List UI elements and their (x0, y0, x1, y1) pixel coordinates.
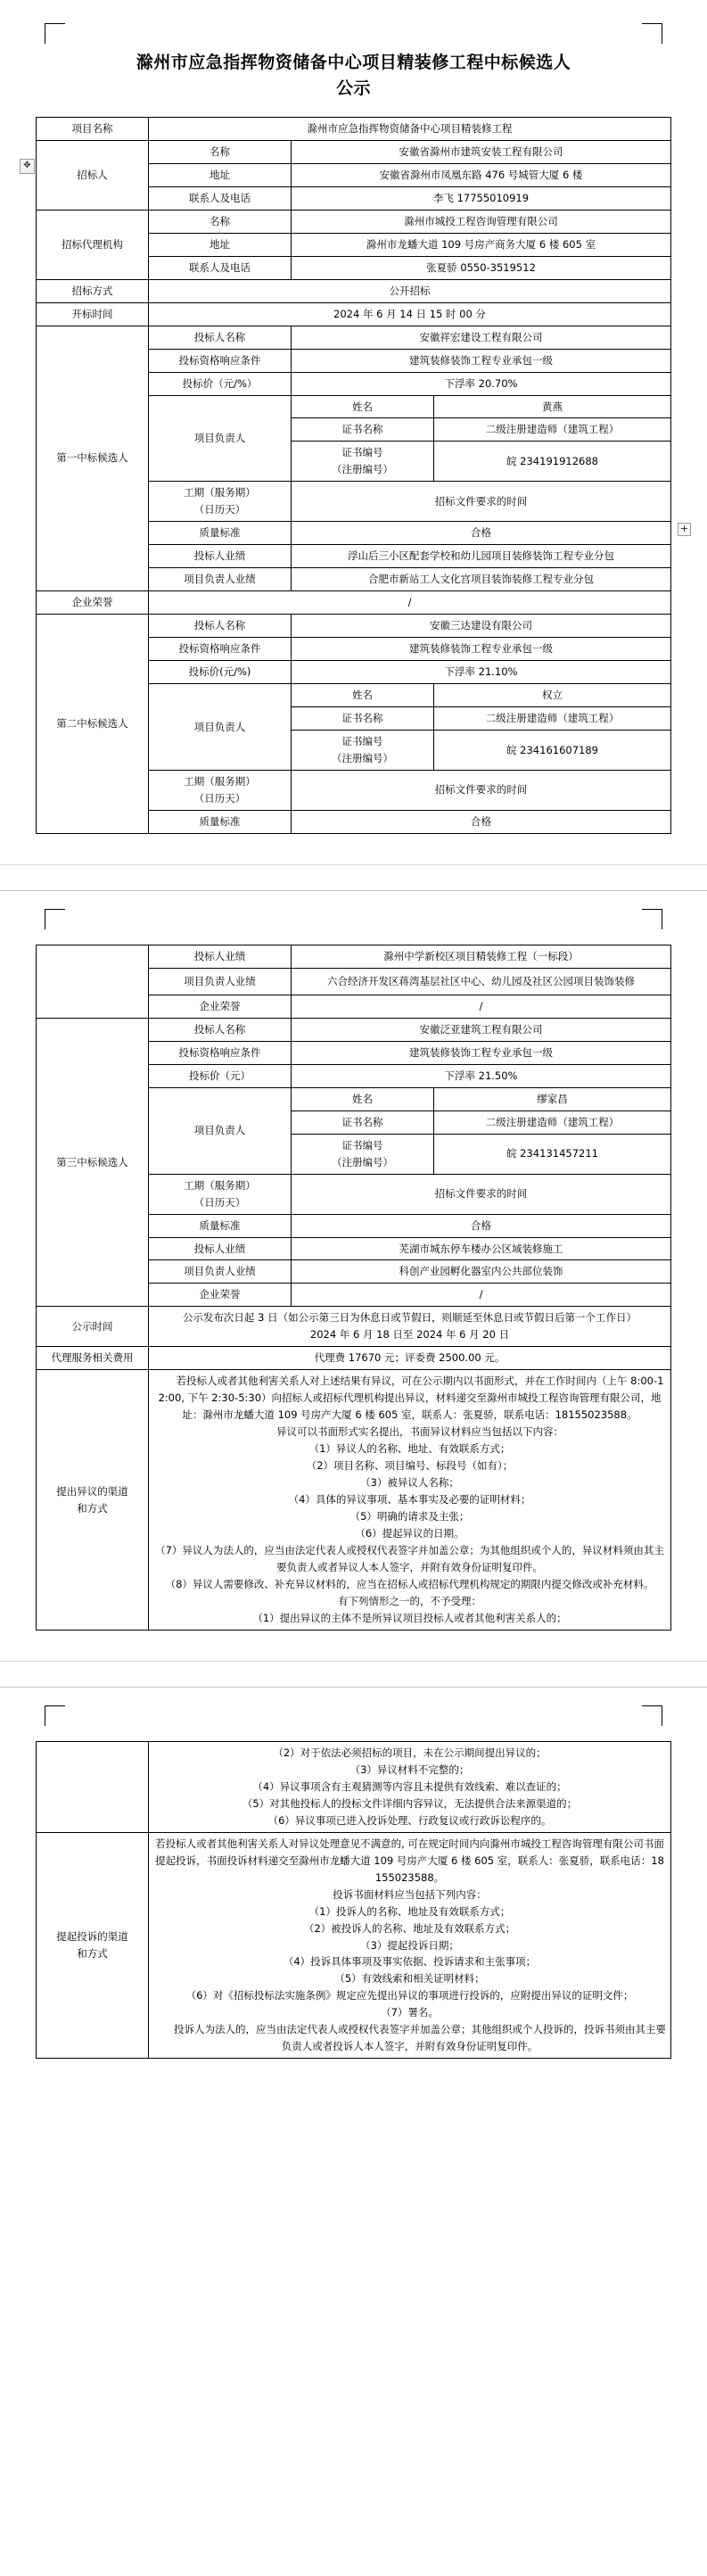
label-open-time: 开标时间 (37, 302, 149, 326)
label-candidate-2-continued (37, 945, 149, 1018)
value-agency-fee: 代理费 17670 元；评委费 2500.00 元。 (149, 1347, 671, 1370)
value-candidate3-duration: 招标文件要求的时间 (292, 1174, 671, 1214)
objection-reject-item-3: （3）异议材料不完整的； (349, 1763, 470, 1776)
label-quality: 质量标准 (149, 810, 292, 833)
value-candidate1-duration: 招标文件要求的时间 (292, 482, 671, 522)
label-quality: 质量标准 (149, 1214, 292, 1237)
complaint-paragraph-1: 若投标人或者其他利害关系人对异议处理意见不满意的, 可在规定时间内向滁州市城投工程咨询管理有限公司书面提起投诉，书面投诉材料递交至滁州市龙蟠大道 109 号房产大厦 6 楼 605 室，联系人：张夏骄，联系电话：18155023588。 (155, 1837, 664, 1884)
objection-paragraph-1: 若投标人或者其他利害关系人对上述结果有异议，可在公示期内以书面形式，并在工作时间内（上午 8:00-12:00, 下午 2:30-5:30）向招标人或招标代理机构提出异议，材料递交至滁州市城投工程咨询管理有限公司，地址：滁州市龙蟠大道 109 号房产大厦 6 楼 605 室，联系人：张夏骄，联系电话：18155023588。 (158, 1375, 664, 1422)
table-insert-row-button[interactable]: + (678, 523, 691, 536)
table-row-tenderee-name (37, 140, 671, 163)
table-row-candidate2-bidder-name (37, 615, 671, 638)
label-duration-line1: 工期（服务期） (184, 1178, 256, 1192)
label-quality: 质量标准 (149, 522, 292, 545)
label-cert-name: 证书名称 (292, 418, 434, 442)
complaint-item-5: （5）有效线索和相关证明材料； (334, 1972, 485, 1986)
value-candidate1-price: 下浮率 20.70% (292, 372, 671, 395)
table-row-agency-fee (37, 1347, 671, 1370)
value-candidate1-qualification: 建筑装修装饰工程专业承包一级 (292, 349, 671, 372)
value-candidate2-cert-name: 二级注册建造师（建筑工程） (434, 707, 671, 731)
value-agency-name: 滁州市城投工程咨询管理有限公司 (292, 210, 671, 233)
value-candidate3-manager-name: 缪家昌 (434, 1087, 671, 1110)
label-complaint-channel (37, 1832, 149, 2059)
value-candidate2-honors: / (292, 995, 671, 1018)
label-project-name: 项目名称 (37, 117, 149, 140)
value-candidate2-manager-name: 权立 (434, 684, 671, 707)
label-agency-fee: 代理服务相关费用 (37, 1347, 149, 1370)
label-cert-no (292, 442, 434, 482)
label-honors: 企业荣誉 (149, 1284, 292, 1307)
objection-item-7: （7）异议人为法人的，应当由法定代表人或授权代表签字并加盖公章；为其他组织或个人的，异议材料须由其主要负责人或者异议人本人签字，并附有效身份证明复印件。 (155, 1544, 664, 1573)
publicity-line1: 公示发布次日起 3 日（如公示第三日为休息日或节假日，则顺延至休息日或节假日后第一个工作日） (182, 1311, 637, 1325)
value-candidate1-quality: 合格 (292, 522, 671, 545)
value-candidate3-bidder-name: 安徽泛亚建筑工程有限公司 (292, 1018, 671, 1041)
value-candidate2-bidder-name: 安徽三达建设有限公司 (292, 615, 671, 638)
label-project-manager: 项目负责人 (149, 1087, 292, 1174)
complaint-item-1: （1）投诉人的名称、地址及有效联系方式； (308, 1904, 511, 1918)
bid-candidates-table-part3 (36, 1741, 671, 2059)
value-tenderee-contact: 李飞 17755010919 (292, 186, 671, 210)
label-duration-line1: 工期（服务期） (184, 486, 256, 500)
table-row-objection-reject-continued (37, 1741, 671, 1832)
label-cert-name: 证书名称 (292, 707, 434, 731)
label-project-manager: 项目负责人 (149, 684, 292, 771)
table-row-project-name (37, 117, 671, 140)
label-person-name: 姓名 (292, 395, 434, 418)
value-complaint-channel (149, 1832, 671, 2059)
page-break-1 (0, 864, 707, 891)
label-cert-no-line2: （注册编号） (332, 463, 393, 476)
label-manager-perf: 项目负责人业绩 (149, 568, 292, 591)
value-candidate3-cert-name: 二级注册建造师（建筑工程） (434, 1110, 671, 1134)
table-row-candidate3-bidder-name (37, 1018, 671, 1041)
value-candidate3-manager-perf: 科创产业园孵化器室内公共部位装饰 (292, 1260, 671, 1284)
page-title-line1: 滁州市应急指挥物资储备中心项目精装修工程中标候选人 (136, 53, 571, 72)
label-manager-perf: 项目负责人业绩 (149, 1260, 292, 1284)
objection-paragraph-2: 异议可以书面形式实名提出，书面异议材料应当包括以下内容： (276, 1425, 563, 1439)
label-cert-no-line1: 证书编号 (341, 1138, 383, 1152)
label-qualification: 投标资格响应条件 (149, 638, 292, 661)
bid-candidates-table-part2 (36, 945, 671, 1631)
label-candidate-1: 第一中标候选人 (37, 326, 149, 591)
label-duration-line1: 工期（服务期） (184, 774, 256, 788)
table-row-objection-channel (37, 1370, 671, 1631)
table-row-candidate1-honors (37, 591, 671, 615)
label-complaint-channel-line2: 和方式 (77, 1946, 108, 1960)
label-cert-no (292, 731, 434, 771)
label-tenderee-name: 名称 (149, 140, 292, 163)
label-candidate3-price: 投标价（元） (149, 1064, 292, 1087)
label-qualification: 投标资格响应条件 (149, 349, 292, 372)
value-objection-channel (149, 1370, 671, 1631)
value-candidate2-cert-no: 皖 234161607189 (434, 731, 671, 771)
value-bid-method: 公开招标 (149, 279, 671, 302)
objection-item-2: （2）项目名称、项目编号、标段号（如有）； (306, 1459, 514, 1473)
page-break-2 (0, 1661, 707, 1688)
value-candidate1-manager-perf: 合肥市新站工人文化宫项目装饰装修工程专业分包 (292, 568, 671, 591)
value-agency-contact: 张夏骄 0550-3519512 (292, 256, 671, 279)
label-duration-line2: （日历天） (193, 791, 246, 805)
value-candidate3-cert-no: 皖 234131457211 (434, 1134, 671, 1174)
label-agency: 招标代理机构 (37, 210, 149, 279)
value-candidate1-bidder-name: 安徽祥宏建设工程有限公司 (292, 326, 671, 349)
complaint-item-4: （4）投诉具体事项及事实依据、投诉请求和主张事项； (283, 1955, 537, 1969)
complaint-item-3: （3）提起投诉日期； (360, 1938, 459, 1952)
label-bidder-perf: 投标人业绩 (149, 545, 292, 568)
label-honors: 企业荣誉 (149, 995, 292, 1018)
complaint-paragraph-2: 投诉书面材料应当包括下列内容： (333, 1887, 487, 1901)
label-candidate1-price: 投标价（元/%） (149, 372, 292, 395)
value-candidate2-duration: 招标文件要求的时间 (292, 770, 671, 810)
label-objection-channel-line2: 和方式 (77, 1501, 108, 1515)
label-bidder-name: 投标人名称 (149, 326, 292, 349)
complaint-item-7: （7）署名。 (381, 2006, 439, 2019)
bid-candidates-table-part1 (36, 117, 671, 834)
value-tenderee-address: 安徽省滁州市凤凰东路 476 号城管大厦 6 楼 (292, 163, 671, 186)
objection-item-3: （3）被异议人名称； (360, 1476, 459, 1490)
value-candidate3-honors: / (292, 1284, 671, 1307)
document-page-3 (0, 1688, 707, 2110)
label-duration-line2: （日历天） (193, 503, 246, 516)
label-cert-no-line2: （注册编号） (332, 752, 393, 764)
value-candidate2-quality: 合格 (292, 810, 671, 833)
objection-reject-item-4: （4）异议事项含有主观猜测等内容且未提供有效线索、难以查证的； (252, 1779, 567, 1793)
value-objection-reject-items (149, 1741, 671, 1832)
label-person-name: 姓名 (292, 684, 434, 707)
label-person-name: 姓名 (292, 1087, 434, 1110)
document-page-1 (0, 0, 707, 864)
label-cert-no-line1: 证书编号 (341, 446, 383, 459)
objection-reject-item-5: （5）对其他投标人的投标文件详细内容异议，无法提供合法来源渠道的； (242, 1796, 578, 1810)
label-publicity-time: 公示时间 (37, 1307, 149, 1347)
value-candidate3-qualification: 建筑装修装饰工程专业承包一级 (292, 1041, 671, 1064)
value-candidate3-bidder-perf: 芜湖市城东停车楼办公区域装修施工 (292, 1237, 671, 1260)
complaint-closing: 投诉人为法人的，应当由法定代表人或授权代表签字并加盖公章；其他组织或个人投诉的，投诉书须由其主要负责人或者投诉人本人签字，并附有效身份证明复印件。 (174, 2023, 666, 2053)
value-publicity-time (149, 1307, 671, 1347)
value-tenderee-name: 安徽省滁州市建筑安装工程有限公司 (292, 140, 671, 163)
label-tenderee: 招标人 (37, 140, 149, 210)
label-complaint-channel-line1: 提起投诉的渠道 (56, 1930, 128, 1944)
label-cert-no (292, 1134, 434, 1174)
objection-item-1: （1）异议人的名称、地址、有效联系方式； (308, 1442, 511, 1456)
value-candidate1-manager-name: 黄燕 (434, 395, 671, 418)
label-duration (149, 770, 292, 810)
label-cert-name: 证书名称 (292, 1110, 434, 1134)
table-row-bid-method (37, 279, 671, 302)
label-bidder-name: 投标人名称 (149, 1018, 292, 1041)
table-row-agency-name (37, 210, 671, 233)
table-row-candidate2-bidder-perf (37, 945, 671, 968)
table-row-publicity-time (37, 1307, 671, 1347)
complaint-item-2: （2）被投诉人的名称、地址及有效联系方式； (303, 1921, 516, 1935)
objection-item-4: （4）具体的异议事项、基本事实及必要的证明材料； (288, 1493, 531, 1507)
label-agency-address: 地址 (149, 233, 292, 256)
objection-item-8: （8）异议人需要修改、补充异议材料的，应当在招标人或招标代理机构规定的期限内提交修改或补充材料。 (165, 1577, 654, 1590)
label-manager-perf: 项目负责人业绩 (149, 968, 292, 995)
value-candidate2-price: 下浮率 21.10% (292, 661, 671, 684)
table-row-complaint-channel (37, 1832, 671, 2059)
objection-item-6: （6）提起异议的日期。 (355, 1527, 464, 1540)
table-move-handle[interactable]: ✥ (20, 159, 35, 174)
label-objection-channel-line1: 提出异议的渠道 (56, 1484, 128, 1498)
label-qualification: 投标资格响应条件 (149, 1041, 292, 1064)
objection-item-5: （5）明确的请求及主张； (349, 1510, 470, 1523)
label-bid-method: 招标方式 (37, 279, 149, 302)
label-tenderee-contact: 联系人及电话 (149, 186, 292, 210)
table-row-open-time (37, 302, 671, 326)
value-project-name: 滁州市应急指挥物资储备中心项目精装修工程 (149, 117, 671, 140)
publicity-line2: 2024 年 6 月 18 日至 2024 年 6 月 20 日 (309, 1328, 510, 1342)
table-row-candidate1-bidder-name (37, 326, 671, 349)
page-title-line2: 公示 (335, 78, 371, 99)
label-bidder-name: 投标人名称 (149, 615, 292, 638)
label-candidate-3: 第三中标候选人 (37, 1018, 149, 1307)
label-agency-contact: 联系人及电话 (149, 256, 292, 279)
value-candidate2-manager-perf: 六合经济开发区蒋湾基层社区中心、幼儿园及社区公园项目装饰装修 (292, 968, 671, 995)
document-page-2 (0, 891, 707, 1661)
complaint-item-6: （6）对《招标投标法实施条例》规定应先提出异议的事项进行投诉的，应附提出异议的证明文件； (185, 1989, 634, 2002)
label-honors: 企业荣誉 (37, 591, 149, 615)
label-project-manager: 项目负责人 (149, 395, 292, 482)
label-cert-no-line2: （注册编号） (332, 1155, 393, 1168)
label-candidate-2: 第二中标候选人 (37, 615, 149, 834)
label-objection-channel-continued (37, 1741, 149, 1832)
value-candidate2-bidder-perf: 滁州中学新校区项目精装修工程（一标段） (292, 945, 671, 968)
label-bidder-perf: 投标人业绩 (149, 945, 292, 968)
label-duration (149, 1174, 292, 1214)
label-duration (149, 482, 292, 522)
label-candidate2-price: 投标价(元/%) (149, 661, 292, 684)
value-agency-address: 滁州市龙蟠大道 109 号房产商务大厦 6 楼 605 室 (292, 233, 671, 256)
label-cert-no-line1: 证书编号 (341, 735, 383, 748)
value-open-time: 2024 年 6 月 14 日 15 时 00 分 (149, 302, 671, 326)
objection-reject-item-2: （2）对于依法必须招标的项目，未在公示期间提出异议的； (273, 1746, 547, 1759)
label-objection-channel (37, 1370, 149, 1631)
label-bidder-perf: 投标人业绩 (149, 1237, 292, 1260)
objection-reject-intro: 有下列情形之一的，不予受理： (338, 1594, 481, 1607)
value-candidate3-price: 下浮率 21.50% (292, 1064, 671, 1087)
value-candidate2-qualification: 建筑装修装饰工程专业承包一级 (292, 638, 671, 661)
objection-reject-item-1: （1）提出异议的主体不是所异议项目投标人或者其他利害关系人的； (252, 1611, 567, 1624)
value-candidate1-cert-name: 二级注册建造师（建筑工程） (434, 418, 671, 442)
label-duration-line2: （日历天） (193, 1195, 246, 1209)
value-candidate3-quality: 合格 (292, 1214, 671, 1237)
page-title (36, 0, 671, 117)
label-agency-name: 名称 (149, 210, 292, 233)
value-candidate1-cert-no: 皖 234191912688 (434, 442, 671, 482)
value-candidate1-bidder-perf: 浮山后三小区配套学校和幼儿园项目装修装饰工程专业分包 (292, 545, 671, 568)
objection-reject-item-6: （6）异议事项已进入投诉处理、行政复议或行政诉讼程序的。 (267, 1813, 552, 1827)
label-tenderee-address: 地址 (149, 163, 292, 186)
value-candidate1-honors: / (149, 591, 671, 615)
